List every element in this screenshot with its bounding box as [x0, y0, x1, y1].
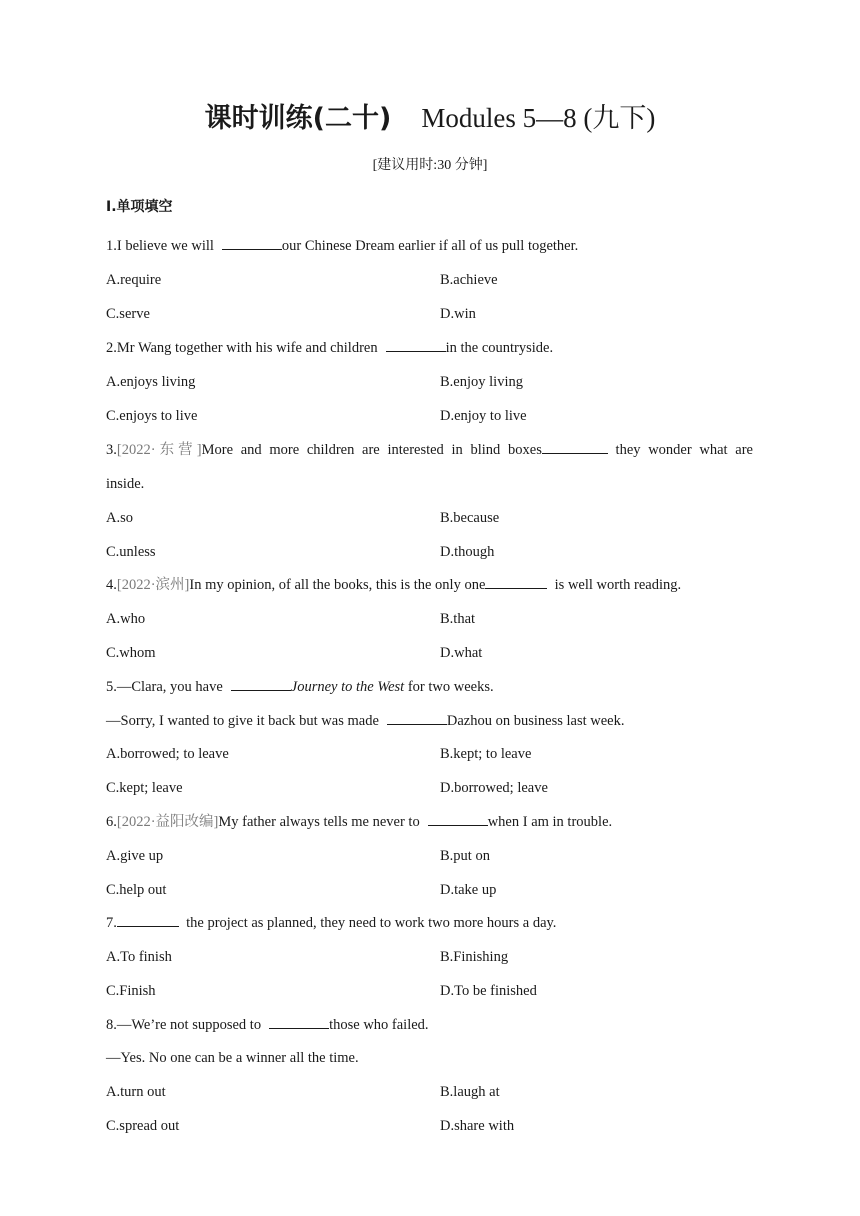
option-c: C.spread out [106, 1118, 180, 1134]
option-c: C.Finish [106, 983, 156, 999]
option-b: B.because [440, 510, 500, 526]
answer-blank [231, 676, 291, 691]
option-b: B.achieve [440, 272, 498, 288]
option-d: D.take up [440, 882, 497, 898]
option-c: C.help out [106, 882, 167, 898]
question-text: —We’re not supposed to [116, 1017, 262, 1033]
question-5-reply [106, 710, 624, 732]
question-source: [2022·滨州] [116, 577, 190, 593]
question-text: the project as planned, they need to work two more hours a day. [186, 915, 557, 931]
option-b: B.enjoy living [440, 374, 523, 390]
option-c: C.serve [106, 306, 150, 322]
question-text: I believe we will [116, 238, 214, 254]
answer-blank [428, 811, 488, 826]
title-chinese: 课时训练(二十) [204, 103, 392, 134]
question-7 [106, 912, 556, 934]
answer-blank [222, 235, 282, 250]
answer-blank [269, 1014, 329, 1029]
option-d: D.enjoy to live [440, 408, 527, 424]
question-1 [106, 235, 578, 257]
answer-blank [387, 710, 447, 725]
question-text: Dazhou on business last week. [446, 713, 625, 729]
option-a: A.turn out [106, 1084, 166, 1100]
question-number: 1. [106, 238, 117, 254]
question-number: 6. [106, 814, 117, 830]
question-text: —Clara, you have [116, 679, 223, 695]
question-text: when I am in trouble. [487, 814, 613, 830]
option-d: D.win [440, 306, 476, 322]
question-number: 2. [106, 340, 117, 356]
option-b: B.that [440, 611, 476, 627]
time-note: [建议用时:30 分钟] [372, 158, 488, 173]
question-3 [106, 439, 753, 461]
option-d: D.though [440, 544, 495, 560]
option-d: D.share with [440, 1118, 515, 1134]
answer-blank [117, 912, 179, 927]
option-a: A.require [106, 272, 162, 288]
answer-blank [386, 337, 446, 352]
option-a: A.give up [106, 848, 164, 864]
book-title: Journey to the West [290, 679, 405, 695]
question-4 [106, 574, 681, 596]
question-text: our Chinese Dream earlier if all of us pull together. [281, 238, 579, 254]
option-d: D.borrowed; leave [440, 780, 548, 796]
option-c: C.unless [106, 544, 156, 560]
option-c: C.whom [106, 645, 156, 661]
option-a: A.To finish [106, 949, 172, 965]
question-source: [2022·东营] [116, 442, 202, 458]
option-d: D.To be finished [440, 983, 537, 999]
question-2 [106, 337, 553, 359]
question-text: Mr Wang together with his wife and children [116, 340, 378, 356]
question-text: they wonder what are [615, 442, 753, 458]
question-text: My father always tells me never to [218, 814, 420, 830]
question-text: is well worth reading. [554, 577, 682, 593]
question-text: in the countryside. [445, 340, 554, 356]
option-c: C.kept; leave [106, 780, 183, 796]
question-8 [106, 1014, 429, 1036]
question-text: for two weeks. [404, 679, 494, 695]
option-b: B.kept; to leave [440, 746, 532, 762]
question-6 [106, 811, 612, 833]
option-d: D.what [440, 645, 483, 661]
question-5 [106, 676, 494, 698]
page-title [0, 100, 860, 137]
title-english: Modules 5—8 (九下) [421, 103, 656, 133]
answer-blank [542, 439, 608, 454]
question-8-reply: —Yes. No one can be a winner all the time. [106, 1050, 359, 1066]
question-text: In my opinion, of all the books, this is the only one [189, 577, 486, 593]
option-b: B.laugh at [440, 1084, 500, 1100]
question-text: More and more children are interested in blind boxes [201, 442, 542, 458]
option-a: A.so [106, 510, 133, 526]
question-text: —Sorry, I wanted to give it back but was made [106, 713, 379, 729]
option-a: A.enjoys living [106, 374, 196, 390]
option-b: B.put on [440, 848, 490, 864]
option-c: C.enjoys to live [106, 408, 198, 424]
question-number: 3. [106, 442, 117, 458]
question-number: 4. [106, 577, 117, 593]
question-number: 5. [106, 679, 117, 695]
section-heading: Ⅰ.单项填空 [106, 199, 173, 215]
question-continuation: inside. [106, 476, 145, 492]
option-b: B.Finishing [440, 949, 509, 965]
answer-blank [485, 574, 547, 589]
option-a: A.borrowed; to leave [106, 746, 229, 762]
question-source: [2022·益阳改编] [116, 814, 219, 830]
question-text: those who failed. [329, 1017, 429, 1033]
question-number: 8. [106, 1017, 117, 1033]
option-a: A.who [106, 611, 146, 627]
question-number: 7. [106, 915, 117, 931]
